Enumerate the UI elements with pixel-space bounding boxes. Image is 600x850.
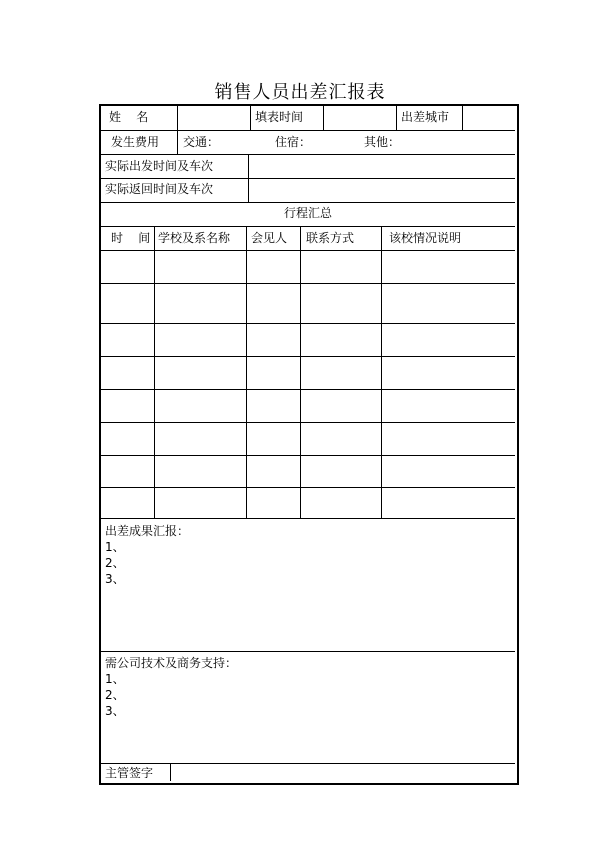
lodging-label: 住宿： (275, 135, 312, 149)
results-item: 1、 (105, 540, 125, 554)
departure-field[interactable] (249, 155, 515, 178)
table-row[interactable] (101, 284, 515, 323)
transport-label: 交通： (183, 135, 220, 149)
results-field[interactable] (101, 519, 515, 651)
support-item: 2、 (105, 688, 125, 702)
signature-field[interactable] (171, 764, 515, 781)
departure-label: 实际出发时间及车次 (105, 159, 214, 173)
table-row[interactable] (101, 423, 515, 455)
table-row[interactable] (101, 357, 515, 389)
report-table (99, 104, 519, 785)
fill-time-field[interactable] (324, 106, 396, 130)
support-item: 1、 (105, 672, 125, 686)
col-school-header: 学校及系名称 (158, 231, 231, 245)
col-contact-info-header: 联系方式 (306, 231, 355, 245)
city-field[interactable] (463, 106, 515, 130)
itinerary-title: 行程汇总 (283, 206, 332, 220)
support-item: 3、 (105, 704, 125, 718)
fill-time-label: 填表时间 (255, 110, 304, 124)
table-row[interactable] (101, 251, 515, 283)
col-description-header: 该校情况说明 (389, 231, 462, 245)
table-row[interactable] (101, 488, 515, 518)
results-item: 3、 (105, 572, 125, 586)
name-label: 姓 名 (109, 110, 149, 124)
col-time-header: 时 间 (111, 231, 151, 245)
table-row[interactable] (101, 390, 515, 422)
return-label: 实际返回时间及车次 (105, 182, 214, 196)
form-title: 销售人员出差汇报表 (214, 82, 386, 103)
col-contact-person-header: 会见人 (251, 231, 288, 245)
table-row[interactable] (101, 456, 515, 487)
name-field[interactable] (178, 106, 250, 130)
support-field[interactable] (101, 652, 515, 763)
results-label: 出差成果汇报： (105, 524, 190, 538)
results-item: 2、 (105, 556, 125, 570)
other-label: 其他： (364, 135, 401, 149)
support-label: 需公司技术及商务支持： (105, 656, 238, 670)
city-label: 出差城市 (401, 110, 450, 124)
signature-label: 主管签字 (105, 766, 154, 780)
table-row[interactable] (101, 324, 515, 356)
return-field[interactable] (249, 179, 515, 202)
expenses-label: 发生费用 (111, 135, 160, 149)
